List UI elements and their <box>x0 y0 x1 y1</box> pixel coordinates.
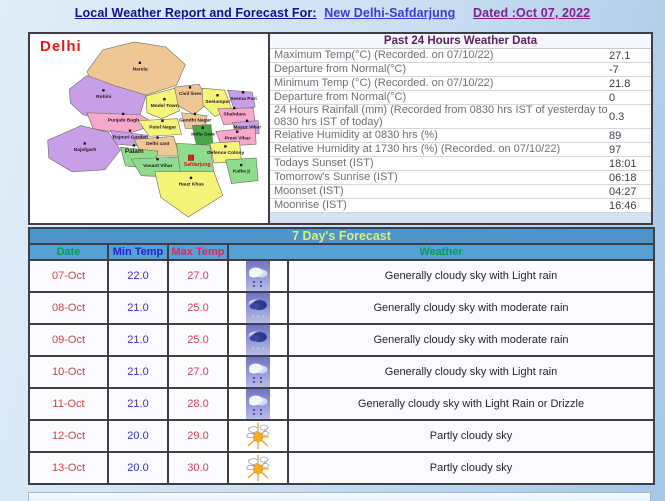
past24-row-label: Todays Sunset (IST) <box>274 156 374 169</box>
past24-row-label: 24 Hours Rainfall (mm) (Recorded from 0830 hrs IST of yesterday to 0830 hrs IST of today) <box>274 103 608 128</box>
past24-row-value: 16:46 <box>609 199 637 212</box>
title-dated: Dated :Oct 07, 2022 <box>472 6 591 20</box>
forecast-max-temp: 29.0 <box>168 420 228 452</box>
forecast-min-temp: 20.0 <box>108 420 168 452</box>
past24-row <box>270 199 651 213</box>
forecast-weather-text: Generally cloudy sky with moderate rain <box>288 324 654 356</box>
forecast-weather-text: Partly cloudy sky <box>288 420 654 452</box>
forecast-max-temp: 30.0 <box>168 452 228 484</box>
past24-row <box>270 157 651 171</box>
forecast-row <box>29 260 654 292</box>
forecast-row <box>29 420 654 452</box>
forecast-col-max: Max Temp <box>168 244 228 260</box>
title-station: New Delhi-Safdarjung <box>324 6 456 20</box>
svg-text:Civil lines: Civil lines <box>178 92 202 98</box>
svg-text:Hauz Khas: Hauz Khas <box>178 182 204 188</box>
past24-row-label: Tomorrow's Sunrise (IST) <box>274 170 398 183</box>
past24-row-value: 97 <box>609 143 622 156</box>
past24-row-value: 04:27 <box>609 185 637 198</box>
past24-row <box>270 77 651 91</box>
svg-text:Narela: Narela <box>132 67 148 73</box>
svg-text:Najafgarh: Najafgarh <box>73 148 97 154</box>
past24-row-value: 27.1 <box>609 49 631 62</box>
forecast-weather-text: Generally cloudy sky with moderate rain <box>288 292 654 324</box>
past24-filler <box>270 213 651 223</box>
delhi-map-svg <box>30 34 266 223</box>
svg-text:Seema Puri: Seema Puri <box>230 96 257 102</box>
past24-row-label: Maximum Temp(°C) (Recorded. on 07/10/22) <box>274 48 494 61</box>
past24-row <box>270 129 651 143</box>
forecast-table <box>28 227 655 485</box>
forecast-banner: 7 Day's Forecast <box>29 228 654 244</box>
forecast-min-temp: 22.0 <box>108 260 168 292</box>
next-section-partial <box>28 492 651 501</box>
forecast-date: 13-Oct <box>29 452 108 484</box>
svg-text:Gandhi Nagar: Gandhi Nagar <box>179 118 212 124</box>
svg-text:Rajouri Garden: Rajouri Garden <box>112 135 149 141</box>
delhi-map <box>30 34 270 223</box>
past24-row <box>270 143 651 157</box>
forecast-row <box>29 388 654 420</box>
title-prefix: Local Weather Report and Forecast For: <box>74 6 317 20</box>
forecast-date: 08-Oct <box>29 292 108 324</box>
svg-text:India Gate: India Gate <box>191 132 215 138</box>
past24-row <box>270 91 651 105</box>
past24-header: Past 24 Hours Weather Data <box>270 34 651 49</box>
map-title: Delhi <box>40 38 82 55</box>
svg-text:Mayur Vihar: Mayur Vihar <box>233 125 262 131</box>
past24-row <box>270 171 651 185</box>
forecast-row <box>29 452 654 484</box>
forecast-row <box>29 324 654 356</box>
light-rain-icon <box>228 388 288 420</box>
svg-text:Palam: Palam <box>124 148 144 156</box>
svg-text:Rohini: Rohini <box>96 95 112 101</box>
svg-text:Model Town: Model Town <box>150 103 179 109</box>
forecast-max-temp: 25.0 <box>168 292 228 324</box>
svg-text:Delhi cant: Delhi cant <box>146 142 170 148</box>
partly-cloudy-icon <box>228 452 288 484</box>
forecast-date: 10-Oct <box>29 356 108 388</box>
past24-row-value: 06:18 <box>609 171 637 184</box>
past24-row-value: 89 <box>609 129 622 142</box>
moderate-rain-icon <box>228 324 288 356</box>
forecast-weather-text: Generally cloudy sky with Light rain <box>288 356 654 388</box>
past24-row-value: 21.8 <box>609 77 631 90</box>
forecast-col-min: Min Temp <box>108 244 168 260</box>
svg-text:Patel Nagar: Patel Nagar <box>149 125 177 131</box>
past24-row-value: -7 <box>609 63 619 76</box>
forecast-body <box>29 260 654 484</box>
past24-table <box>270 34 651 223</box>
moderate-rain-icon <box>228 292 288 324</box>
top-section <box>28 32 653 225</box>
svg-text:Defence Colony: Defence Colony <box>207 151 245 157</box>
svg-text:Preet Vihar: Preet Vihar <box>224 136 251 142</box>
forecast-max-temp: 27.0 <box>168 260 228 292</box>
forecast-max-temp: 27.0 <box>168 356 228 388</box>
past24-row <box>270 105 651 129</box>
past24-row-label: Moonset (IST) <box>274 184 344 197</box>
forecast-min-temp: 21.0 <box>108 388 168 420</box>
past24-row-value: 0 <box>609 91 616 104</box>
past24-row <box>270 185 651 199</box>
past24-row-label: Departure from Normal(°C) <box>274 90 407 103</box>
past24-row <box>270 49 651 63</box>
partly-cloudy-icon <box>228 420 288 452</box>
past24-rows <box>270 49 651 213</box>
forecast-max-temp: 28.0 <box>168 388 228 420</box>
forecast-date: 12-Oct <box>29 420 108 452</box>
forecast-col-date: Date <box>29 244 108 260</box>
page-title <box>0 6 665 20</box>
forecast-min-temp: 20.0 <box>108 452 168 484</box>
forecast-max-temp: 25.0 <box>168 324 228 356</box>
past24-row-label: Relative Humidity at 1730 hrs (%) (Recorded. on 07/10/22) <box>274 142 561 155</box>
forecast-date: 07-Oct <box>29 260 108 292</box>
past24-row-label: Minimum Temp (°C) (Recorded. on 07/10/22) <box>274 76 494 89</box>
svg-text:Kalka ji: Kalka ji <box>232 169 251 175</box>
svg-text:Vasant Vihar: Vasant Vihar <box>143 163 173 169</box>
forecast-col-weather: Weather <box>228 244 654 260</box>
past24-row-value: 18:01 <box>609 157 637 170</box>
forecast-weather-text: Partly cloudy sky <box>288 452 654 484</box>
svg-text:Punjabi Bagh: Punjabi Bagh <box>107 118 140 124</box>
past24-row-label: Relative Humidity at 0830 hrs (%) <box>274 128 438 141</box>
forecast-date: 11-Oct <box>29 388 108 420</box>
past24-row-label: Moonrise (IST) <box>274 198 347 211</box>
past24-row <box>270 63 651 77</box>
light-rain-icon <box>228 260 288 292</box>
forecast-weather-text: Generally cloudy sky with Light rain <box>288 260 654 292</box>
forecast-date: 09-Oct <box>29 324 108 356</box>
forecast-row <box>29 356 654 388</box>
svg-text:Safdarjung: Safdarjung <box>183 161 211 168</box>
svg-text:Shahdara: Shahdara <box>223 112 246 118</box>
past24-row-value: 0.3 <box>609 110 625 123</box>
forecast-row <box>29 292 654 324</box>
svg-text:Seelampur: Seelampur <box>205 99 231 105</box>
past24-row-label: Departure from Normal(°C) <box>274 62 407 75</box>
forecast-min-temp: 21.0 <box>108 356 168 388</box>
forecast-min-temp: 21.0 <box>108 292 168 324</box>
light-rain-icon <box>228 356 288 388</box>
forecast-min-temp: 21.0 <box>108 324 168 356</box>
forecast-weather-text: Generally cloudy sky with Light Rain or Drizzle <box>288 388 654 420</box>
